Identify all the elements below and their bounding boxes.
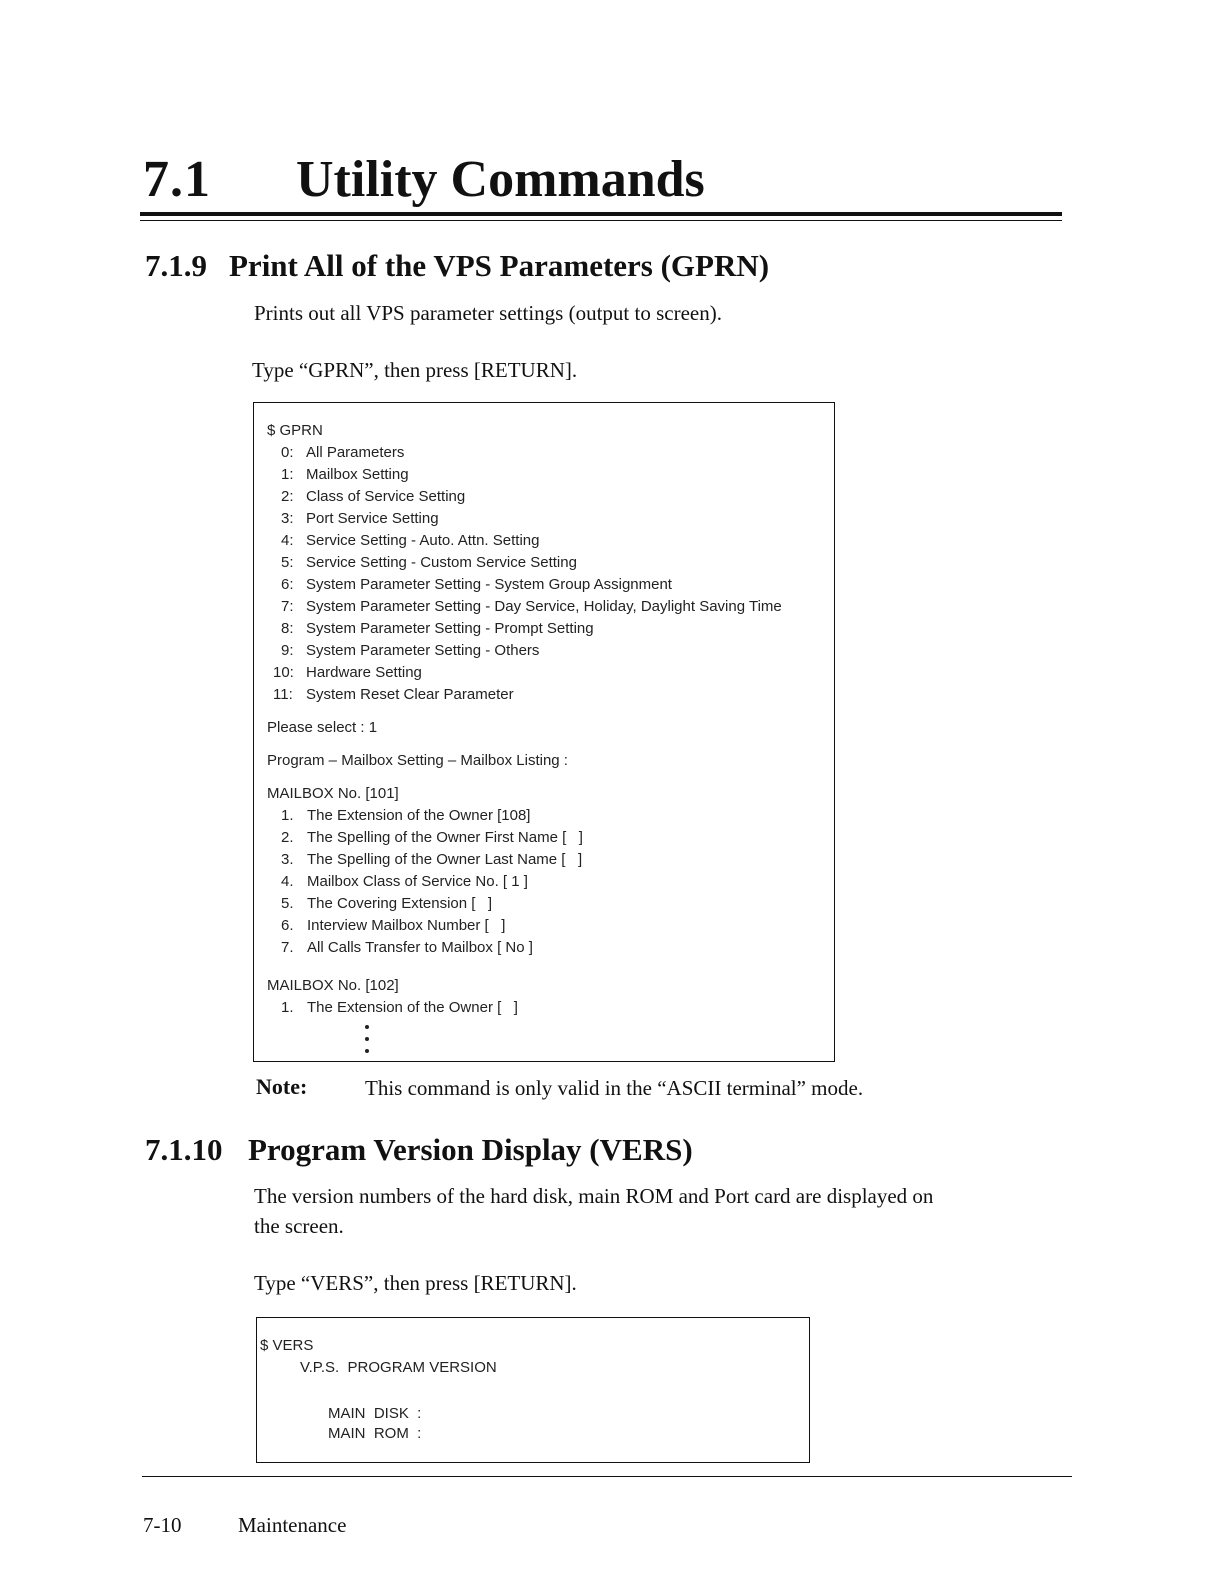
menu-item: Class of Service Setting xyxy=(306,488,466,505)
menu-item: Service Setting - Custom Service Setting xyxy=(306,554,577,571)
gprn-section-title: Print All of the VPS Parameters (GPRN) xyxy=(229,248,770,283)
menu-item: Service Setting - Auto. Attn. Setting xyxy=(306,532,540,549)
note-label: Note: xyxy=(256,1074,308,1099)
chapter-rule xyxy=(140,212,1062,216)
mailbox-item: The Spelling of the Owner Last Name [ ] xyxy=(307,851,583,868)
select-prompt: Please select : 1 xyxy=(267,719,378,736)
mailbox-item: Mailbox Class of Service No. [ 1 ] xyxy=(307,873,528,890)
mailbox-item-number: 4. xyxy=(281,873,294,890)
mailbox-item-number: 5. xyxy=(281,895,294,912)
vers-description-line-1: The version numbers of the hard disk, main ROM and Port card are displayed on xyxy=(254,1184,934,1208)
vers-section-number: 7.1.10 xyxy=(145,1132,223,1167)
mailbox-item-number: 3. xyxy=(281,851,294,868)
menu-item: Mailbox Setting xyxy=(306,466,409,483)
menu-item: Port Service Setting xyxy=(306,510,439,527)
note-text: This command is only valid in the “ASCII terminal” mode. xyxy=(365,1076,864,1100)
menu-number: 5: xyxy=(281,554,294,571)
continuation-dot xyxy=(365,1049,369,1053)
mailbox-item: The Extension of the Owner [ ] xyxy=(307,999,518,1016)
mailbox-item-number: 7. xyxy=(281,939,294,956)
mailbox-item-number: 6. xyxy=(281,917,294,934)
gprn-terminal-output xyxy=(253,402,835,1062)
terminal-command: $ VERS xyxy=(260,1337,314,1354)
gprn-description: Prints out all VPS parameter settings (output to screen). xyxy=(254,301,722,325)
menu-number: 4: xyxy=(281,532,294,549)
mailbox-101-header: MAILBOX No. [101] xyxy=(267,785,399,802)
menu-number: 7: xyxy=(281,598,294,615)
mailbox-item-number: 1. xyxy=(281,999,294,1016)
chapter-title: Utility Commands xyxy=(296,151,705,208)
menu-number: 2: xyxy=(281,488,294,505)
menu-number: 8: xyxy=(281,620,294,637)
menu-number: 6: xyxy=(281,576,294,593)
main-rom-line: MAIN ROM : xyxy=(328,1425,422,1442)
mailbox-item-number: 1. xyxy=(281,807,294,824)
menu-number: 3: xyxy=(281,510,294,527)
mailbox-item: All Calls Transfer to Mailbox [ No ] xyxy=(307,939,533,956)
menu-number: 11: xyxy=(273,686,293,703)
menu-number: 10: xyxy=(273,664,294,681)
footer-section-name: Maintenance xyxy=(238,1513,347,1537)
menu-item: System Parameter Setting - System Group Assignment xyxy=(306,576,672,593)
menu-number: 0: xyxy=(281,444,294,461)
mailbox-item: The Spelling of the Owner First Name [ ] xyxy=(307,829,583,846)
mailbox-102-header: MAILBOX No. [102] xyxy=(267,977,399,994)
mailbox-item: The Covering Extension [ ] xyxy=(307,895,493,912)
continuation-dot xyxy=(365,1037,369,1041)
footer-rule xyxy=(142,1476,1072,1477)
menu-item: All Parameters xyxy=(306,444,405,461)
chapter-number: 7.1 xyxy=(143,151,211,208)
menu-item: System Parameter Setting - Prompt Setting xyxy=(306,620,594,637)
menu-number: 1: xyxy=(281,466,294,483)
main-disk-line: MAIN DISK : xyxy=(328,1405,422,1422)
program-path: Program – Mailbox Setting – Mailbox Listing : xyxy=(267,752,568,769)
mailbox-item: The Extension of the Owner [108] xyxy=(307,807,531,824)
menu-number: 9: xyxy=(281,642,294,659)
continuation-dot xyxy=(365,1025,369,1029)
program-version-heading: V.P.S. PROGRAM VERSION xyxy=(300,1359,497,1376)
vers-instruction: Type “VERS”, then press [RETURN]. xyxy=(254,1271,577,1295)
terminal-command: $ GPRN xyxy=(267,422,323,439)
gprn-instruction: Type “GPRN”, then press [RETURN]. xyxy=(252,358,578,382)
menu-item: System Reset Clear Parameter xyxy=(306,686,514,703)
vers-description-line-2: the screen. xyxy=(254,1214,344,1238)
vers-terminal-output xyxy=(256,1317,810,1463)
vers-section-title: Program Version Display (VERS) xyxy=(248,1132,693,1167)
menu-item: System Parameter Setting - Others xyxy=(306,642,540,659)
menu-item: System Parameter Setting - Day Service, Holiday, Daylight Saving Time xyxy=(306,598,782,615)
menu-item: Hardware Setting xyxy=(306,664,422,681)
mailbox-item-number: 2. xyxy=(281,829,294,846)
chapter-rule-thin xyxy=(140,220,1062,221)
gprn-section-number: 7.1.9 xyxy=(145,248,207,283)
page-number: 7-10 xyxy=(143,1513,182,1537)
mailbox-item: Interview Mailbox Number [ ] xyxy=(307,917,506,934)
